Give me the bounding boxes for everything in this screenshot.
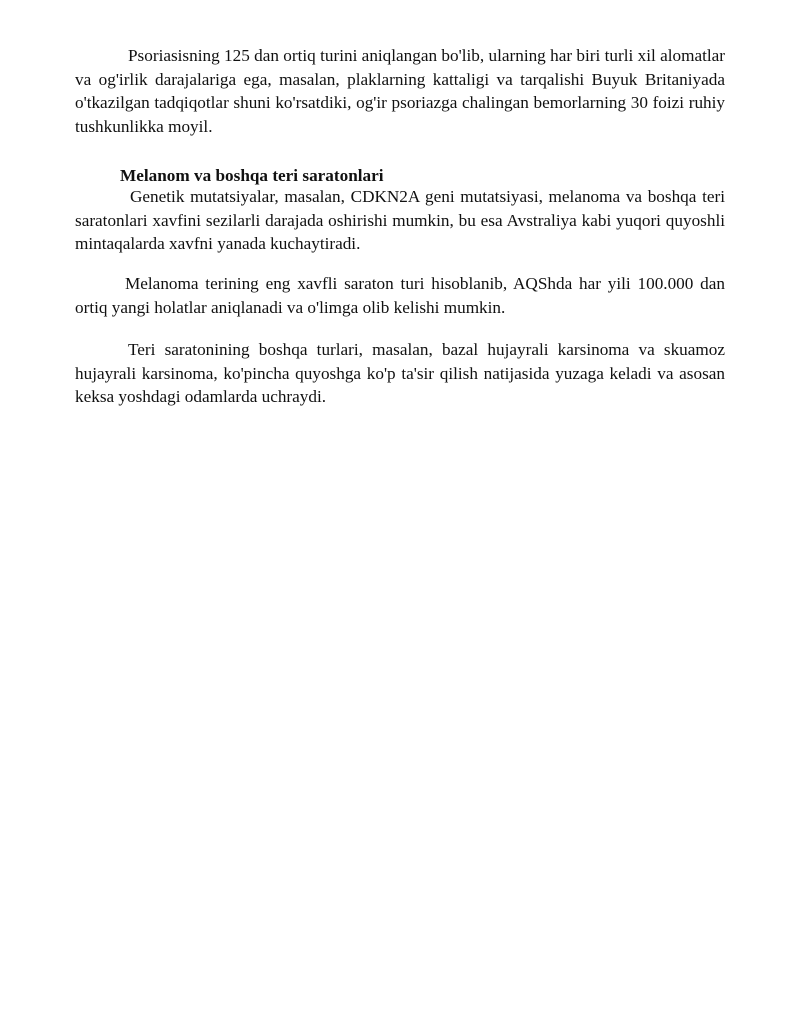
paragraph-genetic-mutations: Genetik mutatsiyalar, masalan, CDKN2A geni mutatsiyasi, melanoma va boshqa teri saratonlari xavfini sezilarli darajada oshirishi mumkin, bu esa Avstraliya kabi yuqori quyoshli mintaqalarda xavfni yanada kuchaytiradi. xyxy=(75,187,725,253)
section-heading-melanoma: Melanom va boshqa teri saratonlari xyxy=(120,166,384,185)
paragraph-psoriasis: Psoriasisning 125 dan ortiq turini aniqlangan bo'lib, ularning har biri turli xil alomatlar va og'irlik darajalariga ega, masalan, plaklarning kattaligi va tarqalishi Buyuk Britaniyada o'tkazilgan tadqiqotlar shuni ko'rsatdiki, og'ir psoriazga chalingan bemorlarning 30 foizi ruhiy tushkunlikka moyil. xyxy=(75,46,725,136)
paragraph-other-skin-cancers: Teri saratonining boshqa turlari, masalan, bazal hujayrali karsinoma va skuamoz hujayrali karsinoma, ko'pincha quyoshga ko'p ta'sir qilish natijasida yuzaga keladi va asosan keksa yoshdagi odamlarda uchraydi. xyxy=(75,340,725,406)
paragraph-melanoma-usa: Melanoma terining eng xavfli saraton turi hisoblanib, AQShda har yili 100.000 dan ortiq yangi holatlar aniqlanadi va o'limga olib kelishi mumkin. xyxy=(75,274,725,317)
